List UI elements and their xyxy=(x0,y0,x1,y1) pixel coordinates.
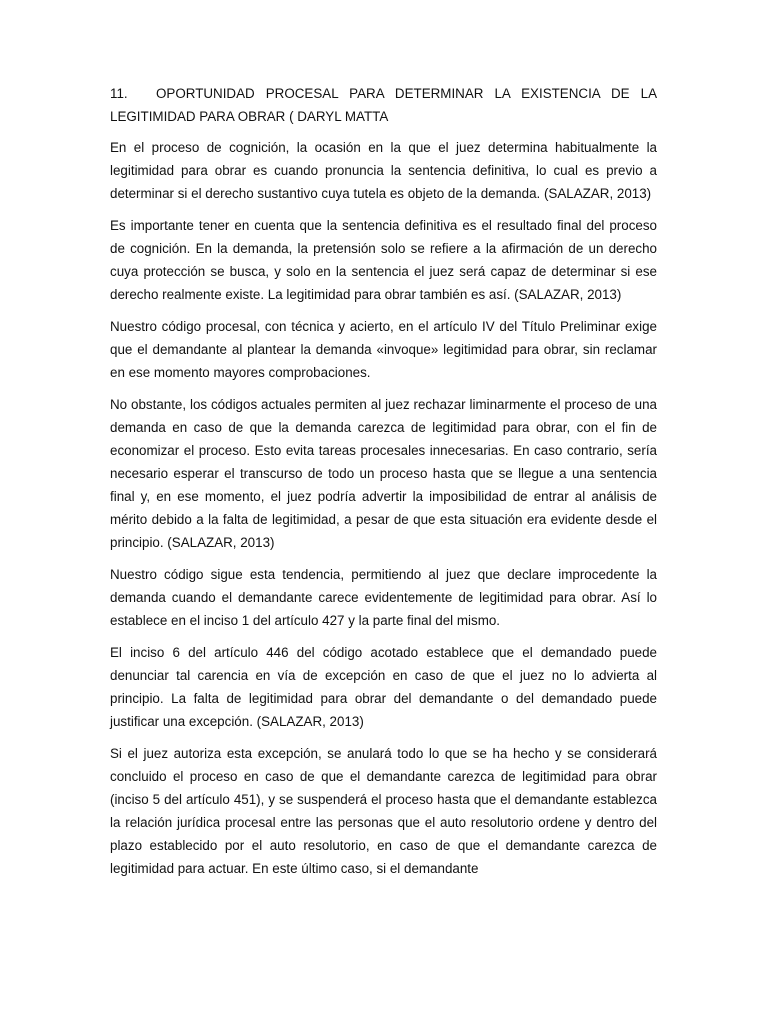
section-title: OPORTUNIDAD PROCESAL PARA DETERMINAR LA EXISTENCIA DE LA LEGITIMIDAD PARA OBRAR ( DARYL MATTA xyxy=(110,86,657,124)
paragraph-7: Si el juez autoriza esta excepción, se anulará todo lo que se ha hecho y se considerará concluido el proceso en caso de que el demandante carezca de legitimidad para obrar (inciso 5 del artículo 451), y se suspenderá el proceso hasta que el demandante establezca la relación jurídica procesal entre las personas que el auto resolutorio ordene y dentro del plazo establecido por el auto resolutorio, en caso de que el demandante carezca de legitimidad para actuar. En este último caso, si el demandante xyxy=(110,746,657,876)
paragraph-1: En el proceso de cognición, la ocasión en la que el juez determina habitualmente la legitimidad para obrar es cuando pronuncia la sentencia definitiva, lo cual es previo a determinar si el derecho sustantivo cuya tutela es objeto de la demanda. (SALAZAR, 2013) xyxy=(110,140,657,201)
section-number: 11. xyxy=(110,86,128,101)
paragraph-6: El inciso 6 del artículo 446 del código acotado establece que el demandado puede denunciar tal carencia en vía de excepción en caso de que el juez no lo advierta al principio. La falta de legitimidad para obrar del demandante o del demandado puede justificar una excepción. (SALAZAR, 2013) xyxy=(110,645,657,729)
paragraph-2: Es importante tener en cuenta que la sentencia definitiva es el resultado final del proceso de cognición. En la demanda, la pretensión solo se refiere a la afirmación de un derecho cuya protección se busca, y solo en la sentencia el juez será capaz de determinar si ese derecho realmente existe. La legitimidad para obrar también es así. (SALAZAR, 2013) xyxy=(110,218,657,302)
section-heading xyxy=(110,82,657,128)
paragraph-5: Nuestro código sigue esta tendencia, permitiendo al juez que declare improcedente la demanda cuando el demandante carece evidentemente de legitimidad para obrar. Así lo establece en el inciso 1 del artículo 427 y la parte final del mismo. xyxy=(110,567,657,628)
document-page xyxy=(110,82,657,889)
paragraph-4: No obstante, los códigos actuales permiten al juez rechazar liminarmente el proceso de una demanda en caso de que la demanda carezca de legitimidad para obrar, con el fin de economizar el proceso. Esto evita tareas procesales innecesarias. En caso contrario, sería necesario esperar el transcurso de todo un proceso hasta que se llegue a una sentencia final y, en ese momento, el juez podría advertir la imposibilidad de entrar al análisis de mérito debido a la falta de legitimidad, a pesar de que esta situación era evidente desde el principio. (SALAZAR, 2013) xyxy=(110,397,657,550)
paragraph-3: Nuestro código procesal, con técnica y acierto, en el artículo IV del Título Preliminar exige que el demandante al plantear la demanda «invoque» legitimidad para obrar, sin reclamar en ese momento mayores comprobaciones. xyxy=(110,319,657,380)
